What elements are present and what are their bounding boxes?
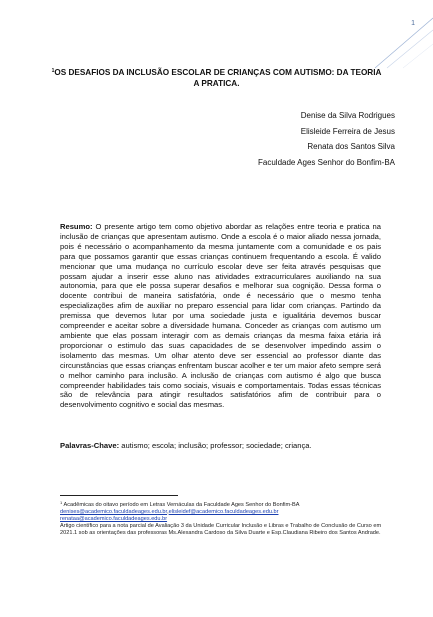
corner-decoration (373, 0, 433, 70)
footnote-note: Artigo científico para a nota parcial de Avaliação 3 da Unidade Curricular Inclusão e Libras e Trabalho de Conclusão de Curso em 2021.1 sob as orientações das professoras Ms.Alexandra Cardoso da Silva Duarte e Esp.Claudiana Ribeiro dos Santos Andrade. (60, 523, 382, 537)
abstract-text: O presente artigo tem como objetivo abordar as relações entre teoria e pratica na inclusão de crianças que apresentam autismo. Onde a escola é o maior aliado nessa jornada, pois é necessário o acompanhamento da mesma juntamente com a comunidade e os pais para que possamos garantir que essas crianças continuem frequentando a escola. É valido mencionar que uma mudança no currículo escolar deve ser feita através pesquisas que possam ajudar a inserir esse aluno nas atividades extracurriculares auxiliando na sua autonomia, para que ele possa superar desafios e melhorar sua cognição. Dessa forma o docente contribui de maneira satisfatória, onde é necessário que o mesmo tenha especializações afim de auxiliar no preparo essencial para lidar com crianças. Partindo da premissa que devemos lutar por uma sociedade justa e igualitária devemos buscar compreender e aceitar sobre a diversidade humana. Conceder as crianças com autismo um ambiente que elas possam interagir com as demais crianças da mesma faixa etária irá proporcionar o estimulo das suas capacidades de se desenvolver impedindo assim o isolamento das mesmas. Um olhar atento deve ser essencial ao professor diante das circunstâncias que essas crianças enfrentam buscar acolher e ter um maior afeto sempre será o melhor caminho para inclusão. A inclusão de crianças com autismo é algo que busca compreender habilidades tais como sociais, visuais e comportamentais. Todas essas técnicas são de relevância para atingir resultados satisfatórios afim de contribuir para o desenvolvimento cognitivo e social das mesmas. (60, 222, 381, 410)
email-link[interactable]: denises@academico.faculdadeages.edu.br (60, 509, 168, 516)
abstract-label: Resumo: (60, 222, 93, 231)
paper-title (50, 66, 383, 89)
email-link[interactable]: elisleidef@academico.faculdadeages.edu.br (168, 509, 279, 516)
footnote-divider (60, 495, 178, 496)
title-text: OS DESAFIOS DA INCLUSÃO ESCOLAR DE CRIANÇAS COM AUTISMO: DA TEORIA A PRATICA. (54, 68, 382, 88)
title-footnote-mark: 1 (51, 68, 55, 74)
author-name: Denise da Silva Rodrigues (300, 111, 395, 120)
abstract (60, 222, 381, 410)
footnote-mark: 1 (60, 500, 63, 505)
footnote-emails: denises@academico.faculdadeages.edu.br,elisleidef@academico.faculdadeages.edu.br renataa@academico.faculdadeages.edu.br (60, 509, 279, 523)
author-name: Elisleide Ferreira de Jesus (300, 126, 395, 136)
author-affiliation: Faculdade Ages Senhor do Bonfim-BA (258, 157, 395, 167)
footnote-affiliation (60, 499, 390, 509)
author-name: Renata dos Santos Silva (307, 142, 395, 151)
email-link[interactable]: renataa@academico.faculdadeages.edu.br (60, 516, 168, 523)
page-number: 1 (411, 20, 415, 27)
keywords (60, 441, 381, 451)
footnotes (60, 499, 390, 537)
footnote-line: Acadêmicas do oitavo período em Letras Vernáculas da Faculdade Ages Senhor do Bonfim-BA (62, 502, 300, 508)
keywords-text: autismo; escola; inclusão; professor; sociedade; criança. (119, 441, 312, 450)
author-block (258, 108, 395, 170)
keywords-label: Palavras-Chave: (60, 441, 120, 450)
